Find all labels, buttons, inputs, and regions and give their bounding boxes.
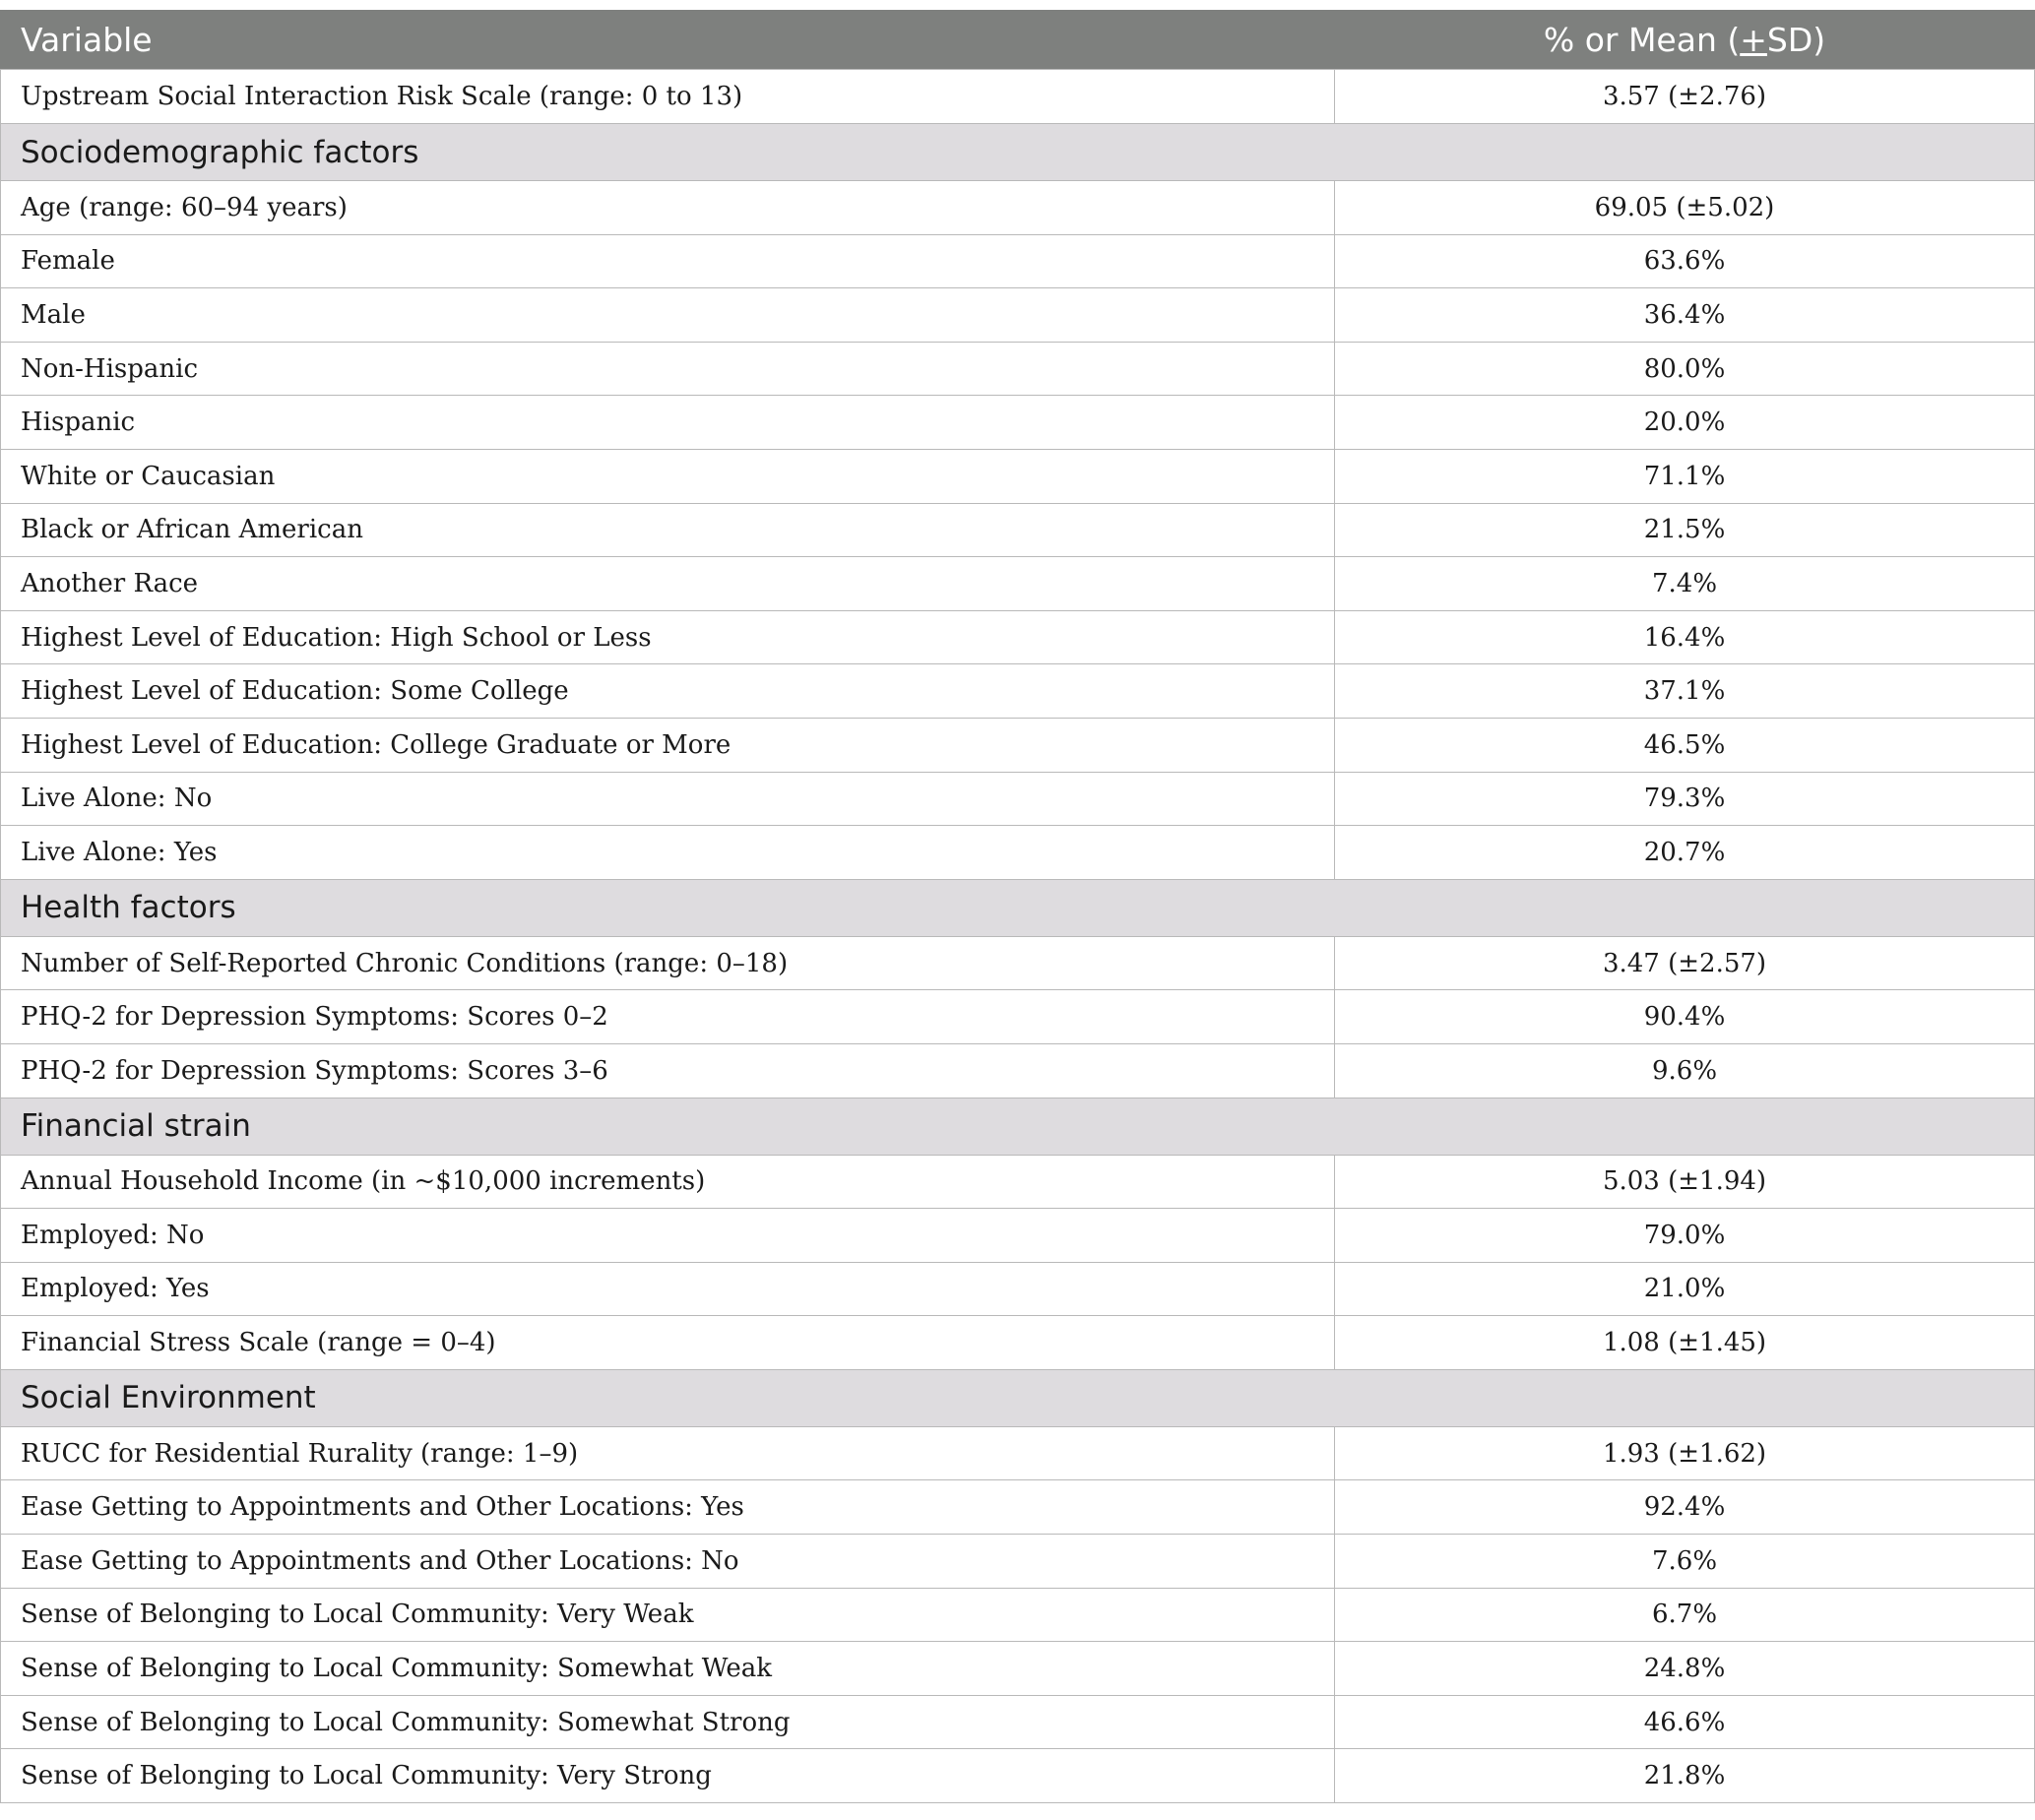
section-title: Health factors <box>1 879 2035 936</box>
header-value-prefix: % or Mean ( <box>1543 21 1741 59</box>
row-label: Ease Getting to Appointments and Other Locations: No <box>1 1535 1335 1589</box>
header-value-plus-minus: + <box>1740 21 1767 59</box>
row-label: Employed: No <box>1 1209 1335 1263</box>
row-value: 79.3% <box>1335 772 2035 826</box>
row-value: 7.6% <box>1335 1535 2035 1589</box>
row-label: Live Alone: No <box>1 772 1335 826</box>
table-row <box>1 1480 2035 1535</box>
row-value: 71.1% <box>1335 449 2035 503</box>
section-header-row <box>1 1369 2035 1426</box>
row-label: Highest Level of Education: High School or Less <box>1 610 1335 664</box>
row-label: Sense of Belonging to Local Community: Somewhat Strong <box>1 1695 1335 1749</box>
row-label: Sense of Belonging to Local Community: Somewhat Weak <box>1 1642 1335 1696</box>
row-value: 36.4% <box>1335 288 2035 343</box>
table-row <box>1 449 2035 503</box>
table-row <box>1 288 2035 343</box>
section-header-row <box>1 1098 2035 1155</box>
row-value: 24.8% <box>1335 1642 2035 1696</box>
header-value <box>1335 11 2035 70</box>
table-row <box>1 557 2035 611</box>
row-label: Highest Level of Education: College Graduate or More <box>1 718 1335 772</box>
header-row <box>1 11 2035 70</box>
section-title: Social Environment <box>1 1369 2035 1426</box>
row-value: 79.0% <box>1335 1209 2035 1263</box>
row-label: Female <box>1 234 1335 288</box>
row-label: Hispanic <box>1 396 1335 450</box>
row-value: 1.08 (±1.45) <box>1335 1316 2035 1370</box>
row-value: 80.0% <box>1335 342 2035 396</box>
row-value: 90.4% <box>1335 990 2035 1044</box>
row-value: 20.0% <box>1335 396 2035 450</box>
row-label: Upstream Social Interaction Risk Scale (range: 0 to 13) <box>1 70 1335 124</box>
table-header <box>1 11 2035 70</box>
row-label: Financial Stress Scale (range = 0–4) <box>1 1316 1335 1370</box>
table-row <box>1 1262 2035 1316</box>
row-value: 7.4% <box>1335 557 2035 611</box>
row-label: Black or African American <box>1 503 1335 557</box>
row-label: PHQ-2 for Depression Symptoms: Scores 3–6 <box>1 1043 1335 1098</box>
table-row <box>1 1426 2035 1480</box>
row-value: 46.5% <box>1335 718 2035 772</box>
table-row <box>1 610 2035 664</box>
row-value: 63.6% <box>1335 234 2035 288</box>
header-variable: Variable <box>1 11 1335 70</box>
table-row <box>1 772 2035 826</box>
table-row <box>1 826 2035 880</box>
row-value: 69.05 (±5.02) <box>1335 181 2035 235</box>
row-value: 20.7% <box>1335 826 2035 880</box>
row-value: 16.4% <box>1335 610 2035 664</box>
row-label: Age (range: 60–94 years) <box>1 181 1335 235</box>
row-value: 3.47 (±2.57) <box>1335 936 2035 990</box>
row-value: 6.7% <box>1335 1588 2035 1642</box>
descriptive-statistics-table <box>0 10 2035 1803</box>
row-label: RUCC for Residential Rurality (range: 1–9) <box>1 1426 1335 1480</box>
table-row <box>1 1749 2035 1803</box>
header-value-suffix: SD) <box>1766 21 1826 59</box>
table-row <box>1 1316 2035 1370</box>
row-value: 9.6% <box>1335 1043 2035 1098</box>
table-row <box>1 1588 2035 1642</box>
row-value: 37.1% <box>1335 664 2035 719</box>
row-label: Male <box>1 288 1335 343</box>
table-row <box>1 396 2035 450</box>
row-label: PHQ-2 for Depression Symptoms: Scores 0–2 <box>1 990 1335 1044</box>
row-value: 92.4% <box>1335 1480 2035 1535</box>
table-row <box>1 1535 2035 1589</box>
row-label: Employed: Yes <box>1 1262 1335 1316</box>
section-header-row <box>1 124 2035 181</box>
row-label: Another Race <box>1 557 1335 611</box>
table-row <box>1 1155 2035 1209</box>
table-row <box>1 1695 2035 1749</box>
row-label: Annual Household Income (in ~$10,000 increments) <box>1 1155 1335 1209</box>
row-value: 21.5% <box>1335 503 2035 557</box>
section-title: Sociodemographic factors <box>1 124 2035 181</box>
table-row <box>1 1642 2035 1696</box>
row-label: Non-Hispanic <box>1 342 1335 396</box>
table-row <box>1 1043 2035 1098</box>
table-row <box>1 503 2035 557</box>
section-header-row <box>1 879 2035 936</box>
row-value: 21.0% <box>1335 1262 2035 1316</box>
table-row <box>1 342 2035 396</box>
row-value: 1.93 (±1.62) <box>1335 1426 2035 1480</box>
table-row <box>1 718 2035 772</box>
row-label: Highest Level of Education: Some College <box>1 664 1335 719</box>
row-label: Live Alone: Yes <box>1 826 1335 880</box>
row-value: 3.57 (±2.76) <box>1335 70 2035 124</box>
row-label: Sense of Belonging to Local Community: Very Weak <box>1 1588 1335 1642</box>
row-value: 21.8% <box>1335 1749 2035 1803</box>
table-row <box>1 181 2035 235</box>
row-value: 5.03 (±1.94) <box>1335 1155 2035 1209</box>
row-label: Ease Getting to Appointments and Other Locations: Yes <box>1 1480 1335 1535</box>
row-value: 46.6% <box>1335 1695 2035 1749</box>
row-label: White or Caucasian <box>1 449 1335 503</box>
table-row <box>1 1209 2035 1263</box>
section-title: Financial strain <box>1 1098 2035 1155</box>
table-body <box>1 70 2035 1803</box>
row-label: Number of Self-Reported Chronic Conditions (range: 0–18) <box>1 936 1335 990</box>
table-row <box>1 70 2035 124</box>
table-row <box>1 664 2035 719</box>
table-row <box>1 990 2035 1044</box>
row-label: Sense of Belonging to Local Community: Very Strong <box>1 1749 1335 1803</box>
table-row <box>1 936 2035 990</box>
table-row <box>1 234 2035 288</box>
descriptive-statistics-table-container <box>0 10 2034 1803</box>
